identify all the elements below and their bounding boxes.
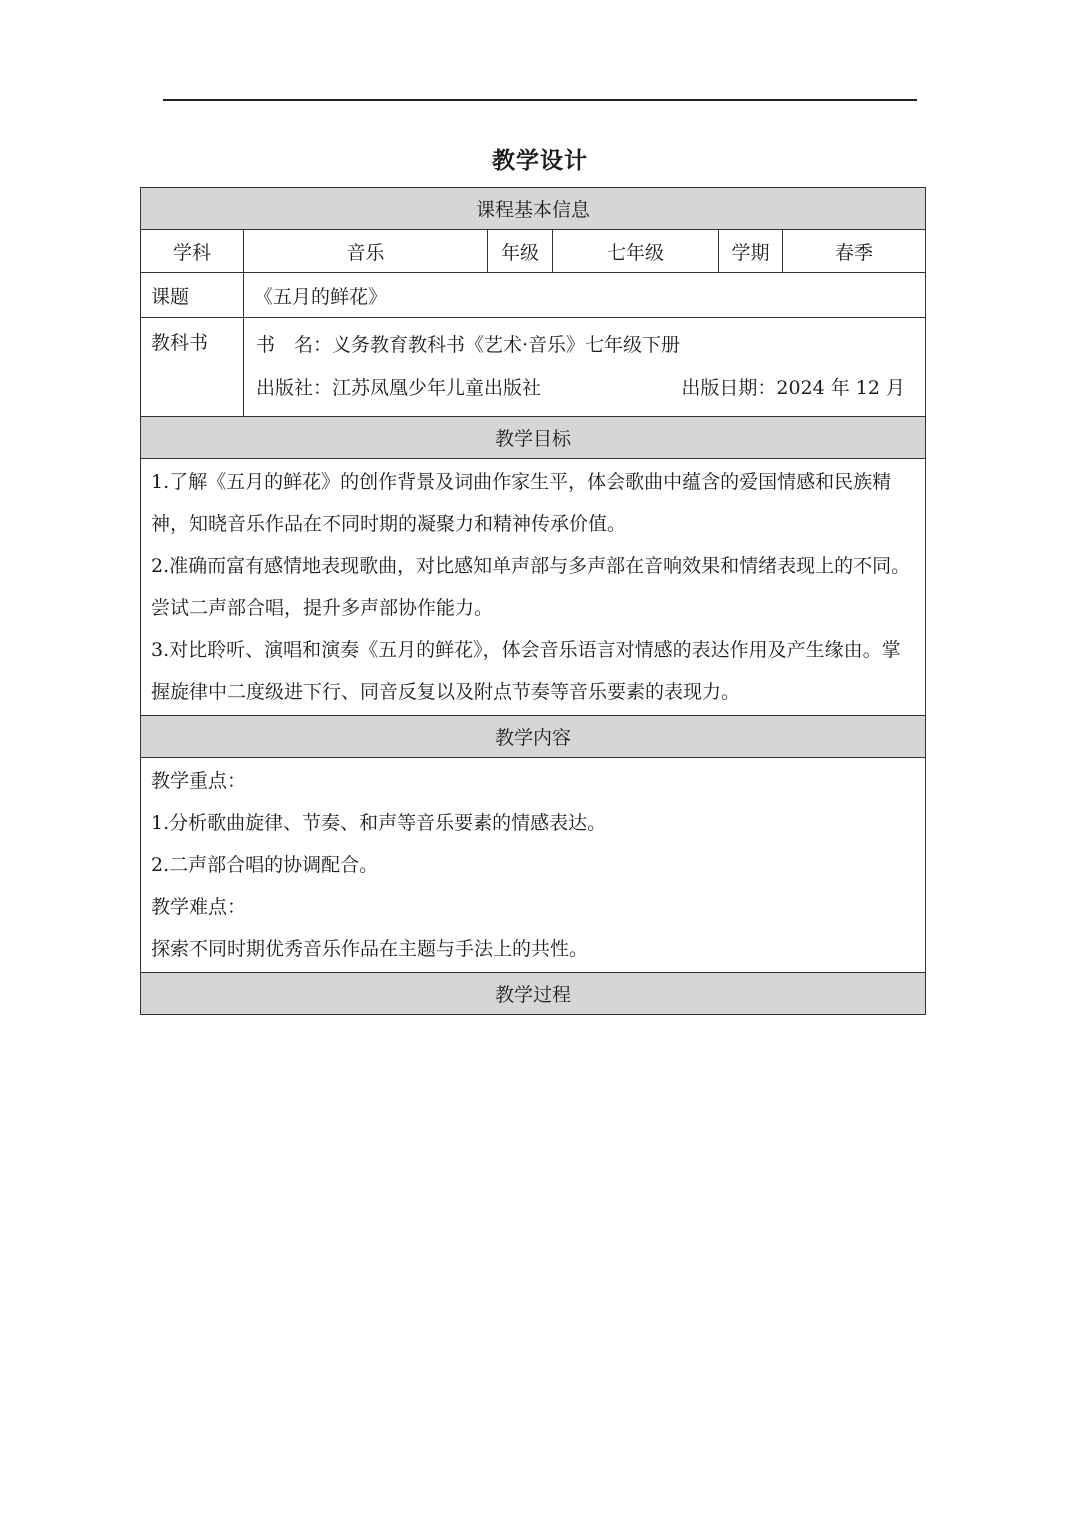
difficulty-label: 教学难点： <box>151 896 247 918</box>
process-header: 教学过程 <box>141 973 926 1015</box>
term-value: 春季 <box>783 230 926 273</box>
publisher-text: 出版社：江苏凤凰少年儿童出版社 <box>256 377 542 399</box>
difficulty-item: 探索不同时期优秀音乐作品在主题与手法上的共性。 <box>151 938 589 960</box>
subject-value: 音乐 <box>244 230 488 273</box>
header-rule <box>163 99 917 101</box>
topic-value: 《五月的鲜花》 <box>244 273 926 318</box>
lesson-design-table <box>140 187 926 1015</box>
objectives-header: 教学目标 <box>141 417 926 459</box>
objectives-body <box>141 459 926 716</box>
key-points-label: 教学重点： <box>151 770 247 792</box>
textbook-label: 教科书 <box>141 318 244 417</box>
objective-item: 3.对比聆听、演唱和演奏《五月的鲜花》，体会音乐语言对情感的表达作用及产生缘由。掌握旋律中二度级进下行、同音反复以及附点节奏等音乐要素的表现力。 <box>151 639 901 703</box>
basic-info-header: 课程基本信息 <box>141 188 926 230</box>
content-row <box>141 758 926 973</box>
objective-item: 2.准确而富有感情地表现歌曲，对比感知单声部与多声部在音响效果和情绪表现上的不同。尝试二声部合唱，提升多声部协作能力。 <box>151 555 911 619</box>
publisher-line <box>256 367 913 410</box>
book-name-line: 书 名：义务教育教科书《艺术·音乐》七年级下册 <box>256 334 681 356</box>
textbook-row <box>141 318 926 417</box>
key-point-item: 1.分析歌曲旋律、节奏、和声等音乐要素的情感表达。 <box>151 812 607 834</box>
key-point-item: 2.二声部合唱的协调配合。 <box>151 854 379 876</box>
objective-item: 1.了解《五月的鲜花》的创作背景及词曲作家生平，体会歌曲中蕴含的爱国情感和民族精神，知晓音乐作品在不同时期的凝聚力和精神传承价值。 <box>151 471 892 535</box>
textbook-details <box>244 318 926 417</box>
subject-label: 学科 <box>141 230 244 273</box>
topic-row <box>141 273 926 318</box>
content-body <box>141 758 926 973</box>
term-label: 学期 <box>719 230 783 273</box>
grade-label: 年级 <box>488 230 553 273</box>
objectives-row <box>141 459 926 716</box>
grade-value: 七年级 <box>553 230 719 273</box>
page-title: 教学设计 <box>492 148 588 174</box>
basic-info-row <box>141 230 926 273</box>
topic-label: 课题 <box>141 273 244 318</box>
content-header: 教学内容 <box>141 716 926 758</box>
publish-date-text: 出版日期：2024 年 12 月 <box>681 377 906 399</box>
